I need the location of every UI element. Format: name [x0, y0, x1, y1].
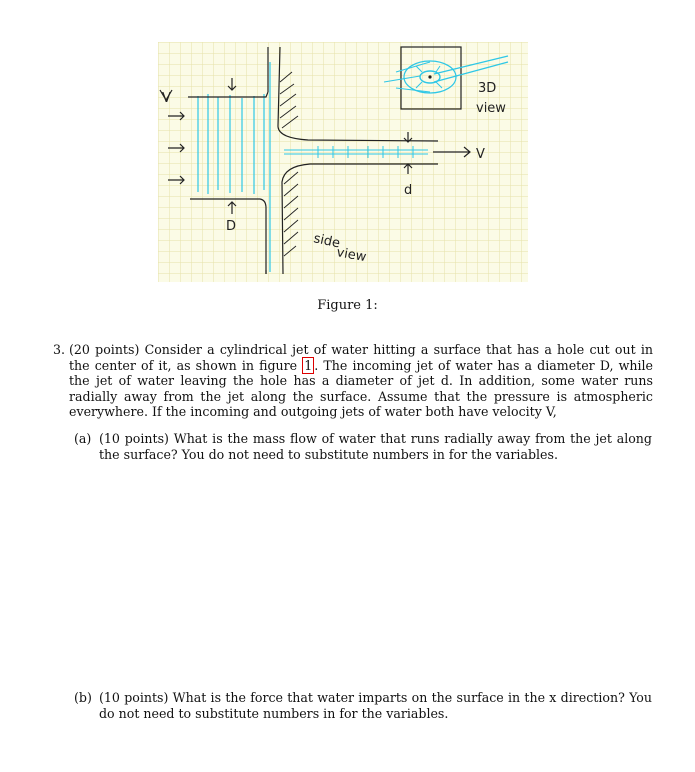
velocity-label-in: V	[162, 91, 171, 106]
problem-number: 3.	[53, 342, 66, 357]
problem-text-1: (20 points) Consider a cylindrical jet of water hitting a surface that has a hole cut out in the center of it, as shown in figure	[69, 342, 653, 373]
velocity-label-out: V	[476, 147, 485, 162]
figure-ref-link[interactable]: 1	[304, 357, 313, 373]
problem-statement	[53, 342, 653, 420]
problem-text-2: . The incoming jet of water has a diameter D, while the jet of water leaving the hole has a diameter of jet d. In addition, some water runs radially away from the jet along the surface. Assume that the pressure is atmospheric everywhere. If the incoming and outgoing jets of water both have velocity V,	[69, 357, 653, 420]
jet-diagram-figure	[158, 42, 528, 282]
side-label-2: view	[335, 245, 368, 266]
part-b-text: (10 points) What is the force that water imparts on the surface in the x direction? You do not need to substitute numbers in for the variables.	[99, 690, 652, 721]
figure-caption: Figure 1:	[317, 298, 378, 313]
part-a-label: (a)	[74, 431, 92, 446]
question-part-a	[74, 431, 652, 462]
part-b-label: (b)	[74, 690, 92, 705]
diameter-label-small: d	[404, 183, 413, 198]
part-a-text: (10 points) What is the mass flow of water that runs radially away from the jet along the surface? You do not need to substitute numbers in for the variables.	[99, 431, 652, 462]
problem-body	[69, 342, 653, 420]
inset-label-3d: 3D	[478, 81, 497, 96]
side-label-1: side	[312, 231, 342, 252]
diameter-label-big: D	[226, 219, 237, 234]
question-part-b	[74, 690, 652, 721]
inset-label-view: view	[476, 101, 506, 116]
